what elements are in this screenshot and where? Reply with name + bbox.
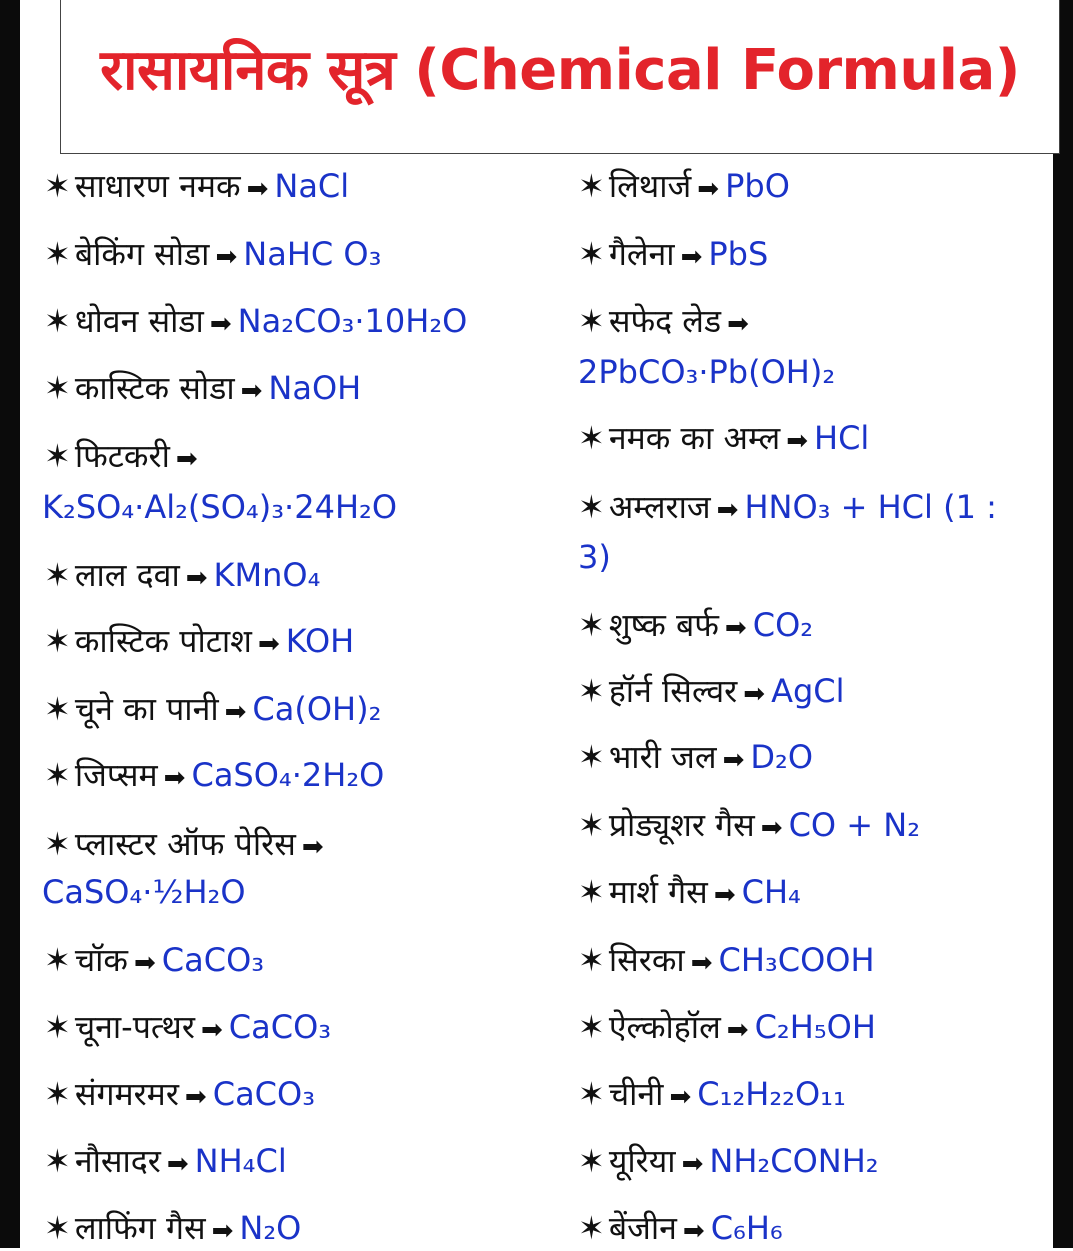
list-item-left-3 — [44, 368, 361, 411]
star-icon: ✶ — [44, 235, 71, 273]
list-item-left-7 — [44, 689, 381, 732]
list-item-right-3 — [578, 418, 869, 461]
arrow-icon: ➡ — [669, 1082, 692, 1112]
list-item-right-7 — [578, 737, 813, 780]
item-name: प्रोड्यूशर गैस — [608, 806, 755, 844]
list-item-left-2 — [44, 301, 467, 344]
arrow-icon: ➡ — [713, 880, 736, 910]
list-item-right-2 — [578, 301, 755, 344]
item-name: जिप्सम — [74, 756, 158, 794]
arrow-icon: ➡ — [209, 309, 232, 339]
item-formula: CaCO₃ — [228, 1008, 332, 1046]
list-item-left-8 — [44, 755, 384, 798]
list-item-right-8 — [578, 805, 920, 848]
list-item-right-5 — [578, 605, 813, 648]
list-item-right-6 — [578, 671, 845, 714]
item-name: सिरका — [608, 941, 685, 979]
item-name: लाल दवा — [74, 556, 180, 594]
star-icon: ✶ — [578, 806, 605, 844]
arrow-icon: ➡ — [724, 613, 747, 643]
title-box — [60, 0, 1060, 154]
item-formula: KOH — [285, 622, 355, 660]
arrow-icon: ➡ — [786, 426, 808, 456]
item-formula: CaCO₃ — [212, 1075, 316, 1113]
star-icon: ✶ — [578, 1008, 605, 1046]
item-formula: C₂H₅OH — [754, 1008, 876, 1046]
item-formula: PbS — [708, 235, 769, 273]
arrow-icon: ➡ — [682, 1216, 705, 1246]
item-formula: CaCO₃ — [161, 941, 265, 979]
arrow-icon: ➡ — [246, 174, 269, 204]
star-icon: ✶ — [44, 1142, 71, 1180]
star-icon: ✶ — [44, 369, 71, 407]
star-icon: ✶ — [578, 419, 605, 457]
arrow-icon: ➡ — [175, 444, 198, 474]
right-frame-bar — [1053, 0, 1073, 1248]
item-name: नमक का अम्ल — [608, 419, 781, 457]
star-icon: ✶ — [578, 488, 605, 526]
arrow-icon: ➡ — [680, 242, 703, 272]
left-frame-bar — [0, 0, 20, 1248]
item-name: अम्लराज — [608, 488, 711, 526]
list-item-left-13 — [44, 1141, 287, 1184]
item-formula: D₂O — [750, 738, 814, 776]
list-item-right-13 — [578, 1141, 879, 1184]
star-icon: ✶ — [578, 873, 605, 911]
item-formula: PbO — [725, 167, 790, 205]
item-formula-wrapped: 3) — [578, 538, 611, 576]
star-icon: ✶ — [44, 1008, 71, 1046]
item-formula: CO₂ — [752, 606, 814, 644]
item-formula: Ca(OH)₂ — [252, 690, 382, 728]
arrow-icon: ➡ — [697, 174, 720, 204]
arrow-icon: ➡ — [185, 563, 208, 593]
arrow-icon: ➡ — [727, 309, 749, 339]
list-item-left-1 — [44, 234, 381, 277]
item-name: नौसादर — [74, 1142, 161, 1180]
item-formula: NaCl — [274, 167, 350, 205]
list-item-right-4 — [578, 487, 997, 530]
star-icon: ✶ — [578, 167, 605, 205]
item-name: संगमरमर — [74, 1075, 179, 1113]
arrow-icon: ➡ — [134, 948, 156, 978]
item-formula: CH₃COOH — [718, 941, 875, 979]
list-item-right-10 — [578, 940, 875, 983]
list-item-left-5 — [44, 555, 320, 598]
arrow-icon: ➡ — [716, 495, 739, 525]
item-name: ऐल्कोहॉल — [608, 1008, 721, 1046]
list-item-left-14 — [44, 1208, 301, 1251]
star-icon: ✶ — [44, 437, 71, 475]
item-formula-wrapped: 2PbCO₃·Pb(OH)₂ — [578, 353, 836, 391]
arrow-icon: ➡ — [163, 763, 186, 793]
item-formula: NaOH — [268, 369, 362, 407]
item-formula: CH₄ — [741, 873, 801, 911]
item-formula: AgCl — [771, 672, 845, 710]
arrow-icon: ➡ — [743, 679, 766, 709]
item-name: चीनी — [608, 1075, 664, 1113]
star-icon: ✶ — [44, 825, 71, 863]
star-icon: ✶ — [44, 941, 71, 979]
item-formula: Na₂CO₃·10H₂O — [237, 302, 468, 340]
item-formula-wrapped: K₂SO₄·Al₂(SO₄)₃·24H₂O — [42, 488, 398, 526]
star-icon: ✶ — [578, 1209, 605, 1247]
item-name: चूना-पत्थर — [74, 1008, 195, 1046]
arrow-icon: ➡ — [301, 832, 324, 862]
item-name: कास्टिक सोडा — [74, 369, 235, 407]
star-icon: ✶ — [44, 167, 71, 205]
list-item-right-0 — [578, 166, 790, 209]
item-formula: NH₄Cl — [194, 1142, 287, 1180]
arrow-icon: ➡ — [211, 1216, 234, 1246]
star-icon: ✶ — [44, 756, 71, 794]
item-formula-wrapped: CaSO₄·½H₂O — [42, 873, 246, 911]
item-name: प्लास्टर ऑफ पेरिस — [74, 825, 296, 863]
page-title: रासायनिक सूत्र (Chemical Formula) — [100, 38, 1020, 103]
star-icon: ✶ — [578, 235, 605, 273]
item-formula: KMnO₄ — [213, 556, 321, 594]
item-name: फिटकरी — [74, 437, 170, 475]
item-name: सफेद लेड — [608, 302, 722, 340]
star-icon: ✶ — [578, 941, 605, 979]
list-item-right-11 — [578, 1007, 876, 1050]
list-item-left-4 — [44, 436, 204, 479]
item-formula: N₂O — [239, 1209, 302, 1247]
list-item-left-10 — [44, 940, 264, 983]
item-name: चॉक — [74, 941, 128, 979]
arrow-icon: ➡ — [257, 629, 280, 659]
arrow-icon: ➡ — [224, 697, 247, 727]
star-icon: ✶ — [578, 1075, 605, 1113]
list-item-left-0 — [44, 166, 349, 209]
item-name: यूरिया — [608, 1142, 676, 1180]
item-name: चूने का पानी — [74, 690, 219, 728]
star-icon: ✶ — [578, 302, 605, 340]
arrow-icon: ➡ — [681, 1149, 704, 1179]
item-formula: NaHC O₃ — [243, 235, 382, 273]
star-icon: ✶ — [44, 556, 71, 594]
item-name: गैलेना — [608, 235, 675, 273]
star-icon: ✶ — [578, 738, 605, 776]
list-item-left-12 — [44, 1074, 315, 1117]
star-icon: ✶ — [44, 1209, 71, 1247]
list-item-left-9 — [44, 824, 330, 867]
item-name: बेंजीन — [608, 1209, 677, 1247]
item-name: हॉर्न सिल्वर — [608, 672, 738, 710]
item-formula: C₁₂H₂₂O₁₁ — [697, 1075, 846, 1113]
list-item-left-11 — [44, 1007, 331, 1050]
item-formula: CaSO₄·2H₂O — [191, 756, 385, 794]
item-formula: NH₂CONH₂ — [709, 1142, 879, 1180]
arrow-icon: ➡ — [726, 1015, 749, 1045]
star-icon: ✶ — [44, 622, 71, 660]
list-item-left-6 — [44, 621, 354, 664]
item-formula: HCl — [814, 419, 870, 457]
item-formula: CO + N₂ — [788, 806, 921, 844]
item-name: लिथार्ज — [608, 167, 692, 205]
star-icon: ✶ — [44, 1075, 71, 1113]
arrow-icon: ➡ — [240, 376, 263, 406]
arrow-icon: ➡ — [215, 242, 238, 272]
arrow-icon: ➡ — [200, 1015, 223, 1045]
star-icon: ✶ — [44, 690, 71, 728]
arrow-icon: ➡ — [184, 1082, 207, 1112]
star-icon: ✶ — [44, 302, 71, 340]
list-item-right-9 — [578, 872, 801, 915]
list-item-right-14 — [578, 1208, 783, 1251]
item-name: मार्श गैस — [608, 873, 708, 911]
star-icon: ✶ — [578, 672, 605, 710]
item-name: कास्टिक पोटाश — [74, 622, 252, 660]
item-formula: HNO₃ + HCl (1 : — [744, 488, 997, 526]
arrow-icon: ➡ — [166, 1149, 189, 1179]
arrow-icon: ➡ — [760, 813, 783, 843]
arrow-icon: ➡ — [690, 948, 713, 978]
list-item-right-1 — [578, 234, 768, 277]
arrow-icon: ➡ — [722, 745, 745, 775]
item-name: लाफिंग गैस — [74, 1209, 206, 1247]
list-item-right-12 — [578, 1074, 846, 1117]
item-name: भारी जल — [608, 738, 717, 776]
item-name: साधारण नमक — [74, 167, 241, 205]
star-icon: ✶ — [578, 606, 605, 644]
item-name: बेकिंग सोडा — [74, 235, 210, 273]
item-name: धोवन सोडा — [74, 302, 204, 340]
star-icon: ✶ — [578, 1142, 605, 1180]
item-formula: C₆H₆ — [710, 1209, 783, 1247]
item-name: शुष्क बर्फ — [608, 606, 719, 644]
